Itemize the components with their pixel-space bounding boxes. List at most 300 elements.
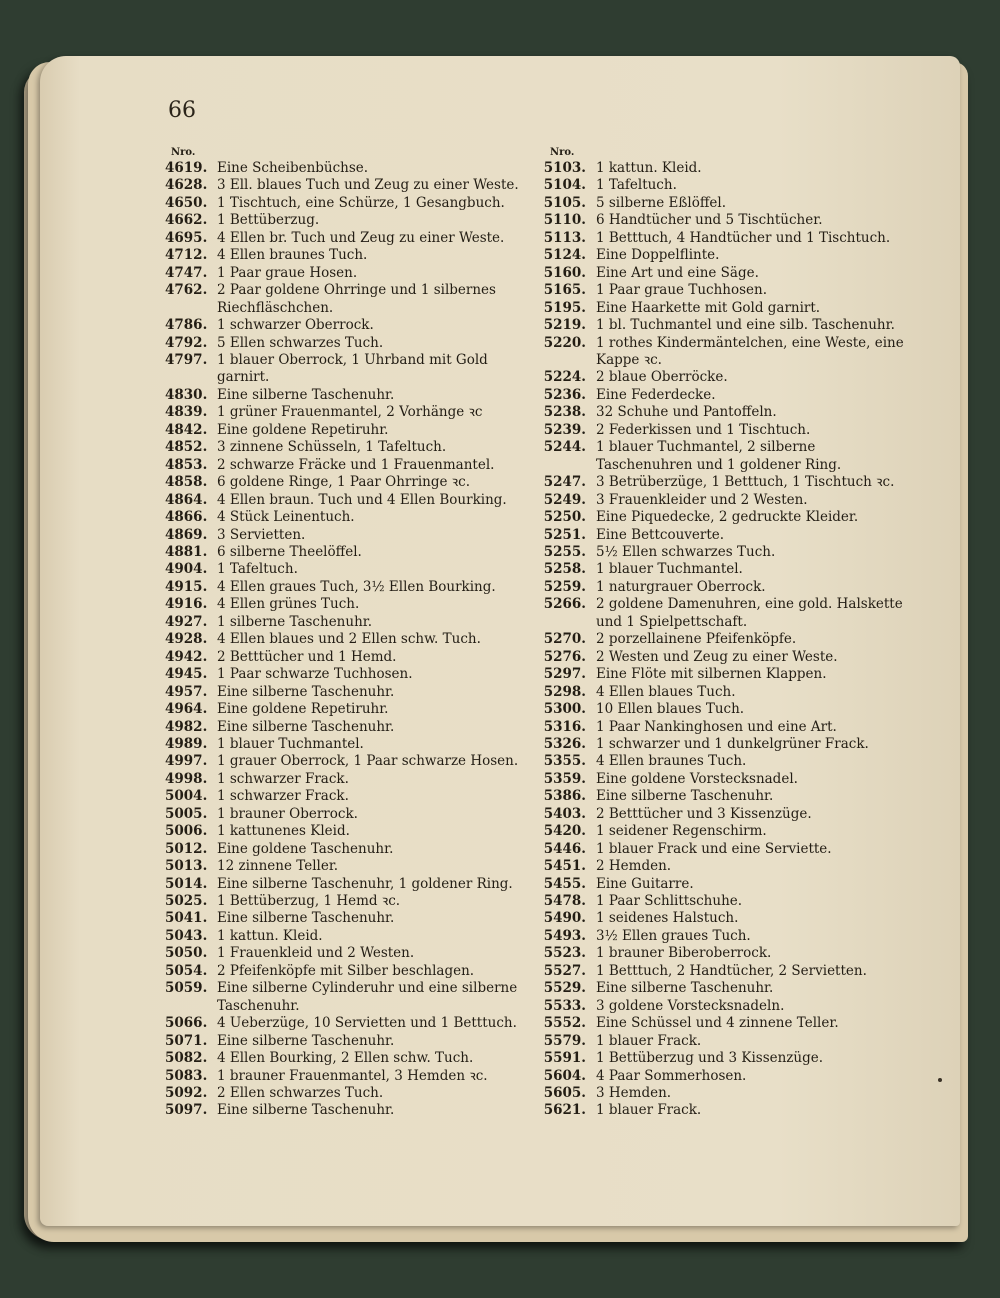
list-item — [165, 928, 530, 945]
item-description: 1 Paar Schlittschuhe. — [596, 893, 743, 910]
item-number: 4957. — [165, 683, 208, 700]
item-number: 4989. — [165, 735, 208, 752]
item-number: 5604. — [543, 1067, 586, 1084]
item-number: 5523. — [543, 945, 586, 962]
list-item — [165, 492, 530, 509]
item-number: 5006. — [165, 823, 208, 840]
item-number: 4650. — [165, 194, 208, 211]
item-number: 5071. — [165, 1032, 208, 1049]
item-description: 3 Frauenkleider und 2 Westen. — [596, 491, 808, 508]
item-number: 5259. — [543, 578, 586, 595]
item-number: 5533. — [543, 997, 586, 1014]
item-number: 5552. — [543, 1015, 586, 1032]
item-number: 4842. — [165, 421, 208, 438]
list-item — [165, 579, 530, 596]
item-description: 3 Servietten. — [217, 526, 306, 543]
item-description: 3 zinnene Schüsseln, 1 Tafeltuch. — [217, 439, 447, 456]
item-description: 1 Tafeltuch. — [217, 561, 298, 578]
item-number: 4839. — [165, 404, 208, 421]
item-number: 5250. — [543, 509, 586, 526]
list-item — [538, 823, 908, 840]
item-description: 1 rothes Kindermäntelchen, eine Weste, eine Kappe ꝛc. — [596, 334, 904, 368]
item-description: 3 Betrüberzüge, 1 Betttuch, 1 Tischtuch ꝛc. — [596, 474, 895, 491]
item-number: 5249. — [543, 491, 586, 508]
item-number: 4997. — [165, 753, 208, 770]
list-item — [538, 195, 908, 212]
item-description: Eine Bettcouverte. — [596, 526, 725, 543]
item-number: 5493. — [543, 927, 586, 944]
item-number: 4927. — [165, 613, 208, 630]
list-item — [538, 1033, 908, 1050]
list-item — [538, 387, 908, 404]
item-description: 1 blauer Frack. — [596, 1032, 702, 1049]
item-number: 5110. — [543, 212, 586, 229]
item-number: 5359. — [543, 770, 586, 787]
item-description: 2 Federkissen und 1 Tischtuch. — [596, 421, 811, 438]
list-item — [165, 265, 530, 282]
item-description: 1 Tischtuch, eine Schürze, 1 Gesangbuch. — [217, 194, 505, 211]
item-description: 1 Bettüberzug, 1 Hemd ꝛc. — [217, 893, 401, 910]
list-item — [538, 492, 908, 509]
list-item — [165, 945, 530, 962]
item-description: Eine goldene Repetiruhr. — [217, 421, 389, 438]
list-item — [538, 439, 908, 474]
item-number: 4998. — [165, 770, 208, 787]
list-item — [538, 806, 908, 823]
list-item — [165, 666, 530, 683]
item-description: Eine silberne Taschenuhr. — [596, 788, 774, 805]
item-number: 5105. — [543, 194, 586, 211]
item-description: Eine Haarkette mit Gold garnirt. — [596, 299, 821, 316]
item-number: 4928. — [165, 631, 208, 648]
item-number: 5160. — [543, 264, 586, 281]
item-number: 4915. — [165, 578, 208, 595]
item-number: 4866. — [165, 509, 208, 526]
item-description: Eine Doppelflinte. — [596, 247, 720, 264]
list-item — [538, 666, 908, 683]
list-item — [165, 753, 530, 770]
list-item — [165, 963, 530, 980]
list-item — [538, 701, 908, 718]
list-item — [538, 544, 908, 561]
item-number: 5446. — [543, 840, 586, 857]
item-description: 2 Pfeifenköpfe mit Silber beschlagen. — [217, 962, 475, 979]
list-item — [165, 422, 530, 439]
item-description: 2 Betttücher und 1 Hemd. — [217, 648, 397, 665]
list-item — [165, 212, 530, 229]
item-number: 5092. — [165, 1085, 208, 1102]
item-number: 5004. — [165, 788, 208, 805]
item-description: 1 kattun. Kleid. — [217, 927, 323, 944]
list-item — [538, 684, 908, 701]
item-number: 5097. — [165, 1102, 208, 1119]
left-column-header: Nro. — [171, 147, 196, 158]
item-description: 1 kattunenes Kleid. — [217, 823, 350, 840]
item-number: 5005. — [165, 805, 208, 822]
list-item — [538, 928, 908, 945]
item-number: 4628. — [165, 177, 208, 194]
item-description: Eine silberne Taschenuhr. — [217, 910, 395, 927]
list-item — [165, 1015, 530, 1032]
item-number: 4942. — [165, 648, 208, 665]
list-item — [538, 282, 908, 299]
list-item — [165, 457, 530, 474]
item-number: 4695. — [165, 229, 208, 246]
item-number: 4830. — [165, 386, 208, 403]
list-item — [165, 282, 530, 317]
item-description: 4 Ellen grünes Tuch. — [217, 596, 360, 613]
list-item — [538, 247, 908, 264]
list-item — [538, 527, 908, 544]
right-column-list — [538, 160, 908, 1120]
page-number: 66 — [168, 98, 196, 123]
item-description: Eine Federdecke. — [596, 386, 716, 403]
item-description: Eine silberne Taschenuhr. — [217, 386, 395, 403]
list-item — [538, 422, 908, 439]
list-item — [165, 439, 530, 456]
item-number: 5043. — [165, 927, 208, 944]
list-item — [165, 544, 530, 561]
item-number: 4945. — [165, 666, 208, 683]
item-number: 5298. — [543, 683, 586, 700]
item-description: 1 blauer Tuchmantel. — [217, 735, 364, 752]
item-description: 2 goldene Damenuhren, eine gold. Halskette und 1 Spielpettschaft. — [596, 596, 903, 630]
item-description: 1 blauer Frack. — [596, 1102, 702, 1119]
list-item — [538, 317, 908, 334]
item-description: 1 blauer Oberrock, 1 Uhrband mit Gold garnirt. — [217, 351, 488, 386]
list-item — [538, 579, 908, 596]
item-description: 1 bl. Tuchmantel und eine silb. Taschenuhr. — [596, 317, 895, 334]
item-number: 5244. — [543, 439, 586, 456]
list-item — [538, 893, 908, 910]
item-description: 1 seidenes Halstuch. — [596, 910, 739, 927]
list-item — [538, 753, 908, 770]
item-number: 5297. — [543, 666, 586, 683]
list-item — [165, 980, 530, 1015]
list-item — [538, 736, 908, 753]
left-column — [165, 146, 530, 1120]
item-description: 2 Hemden. — [596, 858, 672, 875]
item-description: Eine Guitarre. — [596, 875, 694, 892]
list-item — [538, 858, 908, 875]
item-number: 5455. — [543, 875, 586, 892]
item-number: 5012. — [165, 840, 208, 857]
item-number: 5220. — [543, 334, 586, 351]
item-number: 5025. — [165, 893, 208, 910]
item-description: Eine silberne Taschenuhr. — [217, 718, 395, 735]
item-description: Eine silberne Cylinderuhr und eine silberne Taschenuhr. — [217, 980, 518, 1014]
item-description: 3 goldene Vorstecksnadeln. — [596, 997, 785, 1014]
list-item — [538, 841, 908, 858]
item-number: 4662. — [165, 212, 208, 229]
item-number: 5013. — [165, 858, 208, 875]
list-item — [165, 614, 530, 631]
item-description: 6 Handtücher und 5 Tischtücher. — [596, 212, 823, 229]
list-item — [538, 300, 908, 317]
item-description: 1 brauner Biberoberrock. — [596, 945, 772, 962]
list-item — [538, 649, 908, 666]
list-item — [538, 160, 908, 177]
item-description: Eine Piquedecke, 2 gedruckte Kleider. — [596, 509, 859, 526]
list-item — [538, 1085, 908, 1102]
item-description: 4 Ellen blaues Tuch. — [596, 683, 736, 700]
item-description: 4 Stück Leinentuch. — [217, 509, 355, 526]
item-description: 1 brauner Frauenmantel, 3 Hemden ꝛc. — [217, 1067, 488, 1084]
list-item — [538, 788, 908, 805]
item-description: 3 Hemden. — [596, 1085, 672, 1102]
list-item — [538, 1050, 908, 1067]
item-number: 4786. — [165, 317, 208, 334]
item-number: 4712. — [165, 247, 208, 264]
item-description: Eine Schüssel und 4 zinnene Teller. — [596, 1015, 839, 1032]
item-number: 5104. — [543, 177, 586, 194]
item-number: 5103. — [543, 160, 586, 176]
list-item — [165, 1085, 530, 1102]
item-number: 5403. — [543, 805, 586, 822]
item-number: 5224. — [543, 369, 586, 386]
item-description: 1 seidener Regenschirm. — [596, 823, 767, 840]
list-item — [538, 1102, 908, 1119]
item-number: 4858. — [165, 474, 208, 491]
item-description: 4 Ellen Bourking, 2 Ellen schw. Tuch. — [217, 1050, 474, 1067]
item-description: 4 Ellen br. Tuch und Zeug zu einer Weste. — [217, 229, 505, 246]
item-description: Eine goldene Taschenuhr. — [217, 840, 394, 857]
list-item — [165, 806, 530, 823]
item-description: 1 blauer Tuchmantel. — [596, 561, 743, 578]
list-item — [165, 1102, 530, 1119]
item-number: 4864. — [165, 491, 208, 508]
item-number: 5605. — [543, 1085, 586, 1102]
item-description: 1 grüner Frauenmantel, 2 Vorhänge ꝛc — [217, 404, 483, 421]
item-number: 4853. — [165, 456, 208, 473]
right-column — [538, 146, 908, 1120]
item-description: Eine silberne Taschenuhr. — [217, 1032, 395, 1049]
list-item — [165, 684, 530, 701]
item-description: 1 Bettüberzug und 3 Kissenzüge. — [596, 1050, 824, 1067]
list-item — [165, 474, 530, 491]
list-item — [165, 788, 530, 805]
item-description: 1 schwarzer Frack. — [217, 770, 349, 787]
item-number: 5066. — [165, 1015, 208, 1032]
item-number: 5355. — [543, 753, 586, 770]
list-item — [165, 771, 530, 788]
list-item — [165, 247, 530, 264]
item-number: 5420. — [543, 823, 586, 840]
item-number: 5059. — [165, 980, 208, 997]
list-item — [538, 509, 908, 526]
list-item — [538, 561, 908, 578]
list-item — [538, 771, 908, 788]
item-description: 1 Frauenkleid und 2 Westen. — [217, 945, 415, 962]
item-description: Eine Scheibenbüchse. — [217, 160, 369, 176]
list-item — [165, 719, 530, 736]
item-description: 4 Ueberzüge, 10 Servietten und 1 Betttuch. — [217, 1015, 517, 1032]
item-number: 4881. — [165, 543, 208, 560]
item-description: 1 naturgrauer Oberrock. — [596, 578, 766, 595]
item-number: 5124. — [543, 247, 586, 264]
item-description: 5 Ellen schwarzes Tuch. — [217, 334, 384, 351]
list-item — [165, 527, 530, 544]
item-description: 2 Ellen schwarzes Tuch. — [217, 1085, 384, 1102]
item-number: 5266. — [543, 596, 586, 613]
item-description: 1 silberne Taschenuhr. — [217, 613, 373, 630]
item-description: Eine silberne Taschenuhr. — [217, 1102, 395, 1119]
item-description: 1 Betttuch, 2 Handtücher, 2 Servietten. — [596, 962, 867, 979]
item-description: 1 Betttuch, 4 Handtücher und 1 Tischtuch. — [596, 229, 891, 246]
item-number: 4747. — [165, 264, 208, 281]
list-item — [165, 736, 530, 753]
item-description: 1 Paar graue Hosen. — [217, 264, 358, 281]
list-item — [538, 369, 908, 386]
item-description: 4 Ellen braunes Tuch. — [596, 753, 747, 770]
item-description: 5 silberne Eßlöffel. — [596, 194, 727, 211]
list-item — [165, 317, 530, 334]
list-item — [165, 701, 530, 718]
item-number: 5326. — [543, 735, 586, 752]
item-number: 5258. — [543, 561, 586, 578]
item-number: 5529. — [543, 980, 586, 997]
item-description: 2 Betttücher und 3 Kissenzüge. — [596, 805, 812, 822]
item-number: 5451. — [543, 858, 586, 875]
list-item — [538, 474, 908, 491]
list-item — [538, 230, 908, 247]
list-item — [165, 387, 530, 404]
list-item — [165, 823, 530, 840]
item-description: Eine goldene Repetiruhr. — [217, 701, 389, 718]
item-number: 4619. — [165, 160, 208, 176]
item-description: 1 blauer Frack und eine Serviette. — [596, 840, 832, 857]
item-description: Eine silberne Taschenuhr. — [217, 683, 395, 700]
list-item — [165, 230, 530, 247]
item-description: 1 Paar graue Tuchhosen. — [596, 282, 767, 299]
item-number: 5255. — [543, 543, 586, 560]
list-item — [165, 910, 530, 927]
list-item — [165, 1033, 530, 1050]
item-description: 1 grauer Oberrock, 1 Paar schwarze Hosen. — [217, 753, 519, 770]
list-item — [538, 998, 908, 1015]
list-item — [165, 160, 530, 177]
item-number: 5316. — [543, 718, 586, 735]
item-number: 5239. — [543, 421, 586, 438]
item-number: 5238. — [543, 404, 586, 421]
item-description: 4 Ellen graues Tuch, 3½ Ellen Bourking. — [217, 578, 496, 595]
item-description: 1 schwarzer und 1 dunkelgrüner Frack. — [596, 735, 869, 752]
item-description: Eine Art und eine Säge. — [596, 264, 759, 281]
ink-speck — [938, 1078, 942, 1082]
item-number: 5621. — [543, 1102, 586, 1119]
item-number: 5050. — [165, 945, 208, 962]
list-item — [165, 649, 530, 666]
item-description: 1 blauer Tuchmantel, 2 silberne Taschenuhren und 1 goldener Ring. — [596, 439, 842, 473]
list-item — [165, 893, 530, 910]
item-number: 4869. — [165, 526, 208, 543]
item-description: 3 Ell. blaues Tuch und Zeug zu einer Weste. — [217, 177, 519, 194]
item-description: 32 Schuhe und Pantoffeln. — [596, 404, 777, 421]
list-item — [538, 910, 908, 927]
item-number: 5247. — [543, 474, 586, 491]
list-item — [165, 876, 530, 893]
item-description: 2 Westen und Zeug zu einer Weste. — [596, 648, 838, 665]
list-item — [165, 509, 530, 526]
list-item — [538, 177, 908, 194]
item-description: 1 Paar schwarze Tuchhosen. — [217, 666, 413, 683]
item-number: 5591. — [543, 1050, 586, 1067]
list-item — [165, 596, 530, 613]
list-item — [538, 719, 908, 736]
item-description: 4 Ellen blaues und 2 Ellen schw. Tuch. — [217, 631, 481, 648]
item-number: 5527. — [543, 962, 586, 979]
list-item — [165, 1050, 530, 1067]
list-item — [165, 177, 530, 194]
right-column-header: Nro. — [550, 147, 575, 158]
item-number: 4916. — [165, 596, 208, 613]
list-item — [538, 1015, 908, 1032]
item-description: 2 blaue Oberröcke. — [596, 369, 728, 386]
item-number: 5082. — [165, 1050, 208, 1067]
item-description: 6 goldene Ringe, 1 Paar Ohrringe ꝛc. — [217, 474, 471, 491]
item-number: 5251. — [543, 526, 586, 543]
item-number: 4982. — [165, 718, 208, 735]
list-item — [538, 980, 908, 997]
list-item — [165, 841, 530, 858]
item-description: 5½ Ellen schwarzes Tuch. — [596, 543, 776, 560]
list-item — [165, 561, 530, 578]
item-number: 5579. — [543, 1032, 586, 1049]
item-number: 5276. — [543, 648, 586, 665]
item-number: 5165. — [543, 282, 586, 299]
item-description: Eine Flöte mit silbernen Klappen. — [596, 666, 827, 683]
list-item — [538, 945, 908, 962]
item-number: 4792. — [165, 334, 208, 351]
item-description: 12 zinnene Teller. — [217, 858, 339, 875]
item-number: 5219. — [543, 317, 586, 334]
item-description: 6 silberne Theelöffel. — [217, 543, 362, 560]
item-number: 5014. — [165, 875, 208, 892]
item-description: 1 schwarzer Frack. — [217, 788, 349, 805]
item-description: 4 Ellen braun. Tuch und 4 Ellen Bourking. — [217, 491, 507, 508]
item-number: 4964. — [165, 701, 208, 718]
list-item — [165, 404, 530, 421]
list-item — [165, 631, 530, 648]
item-description: 1 Bettüberzug. — [217, 212, 320, 229]
list-item — [538, 876, 908, 893]
item-description: 1 schwarzer Oberrock. — [217, 317, 374, 334]
item-number: 5478. — [543, 893, 586, 910]
item-description: 2 schwarze Fräcke und 1 Frauenmantel. — [217, 456, 495, 473]
list-item — [538, 265, 908, 282]
item-description: 3½ Ellen graues Tuch. — [596, 927, 751, 944]
item-description: 4 Ellen braunes Tuch. — [217, 247, 368, 264]
item-number: 4797. — [165, 351, 208, 368]
item-description: 1 Paar Nankinghosen und eine Art. — [596, 718, 837, 735]
item-number: 4904. — [165, 561, 208, 578]
item-description: Eine silberne Taschenuhr, 1 goldener Ring. — [217, 875, 513, 892]
list-item — [538, 335, 908, 370]
item-number: 4852. — [165, 439, 208, 456]
list-item — [165, 352, 530, 387]
item-number: 5054. — [165, 962, 208, 979]
item-description: 2 Paar goldene Ohrringe und 1 silbernes Riechfläschchen. — [217, 282, 496, 316]
item-number: 5083. — [165, 1067, 208, 1084]
item-description: Eine goldene Vorstecksnadel. — [596, 770, 798, 787]
item-number: 5490. — [543, 910, 586, 927]
list-item — [165, 1068, 530, 1085]
list-item — [538, 404, 908, 421]
list-item — [538, 963, 908, 980]
item-number: 5041. — [165, 910, 208, 927]
item-description: 10 Ellen blaues Tuch. — [596, 701, 745, 718]
item-description: 1 kattun. Kleid. — [596, 160, 702, 176]
